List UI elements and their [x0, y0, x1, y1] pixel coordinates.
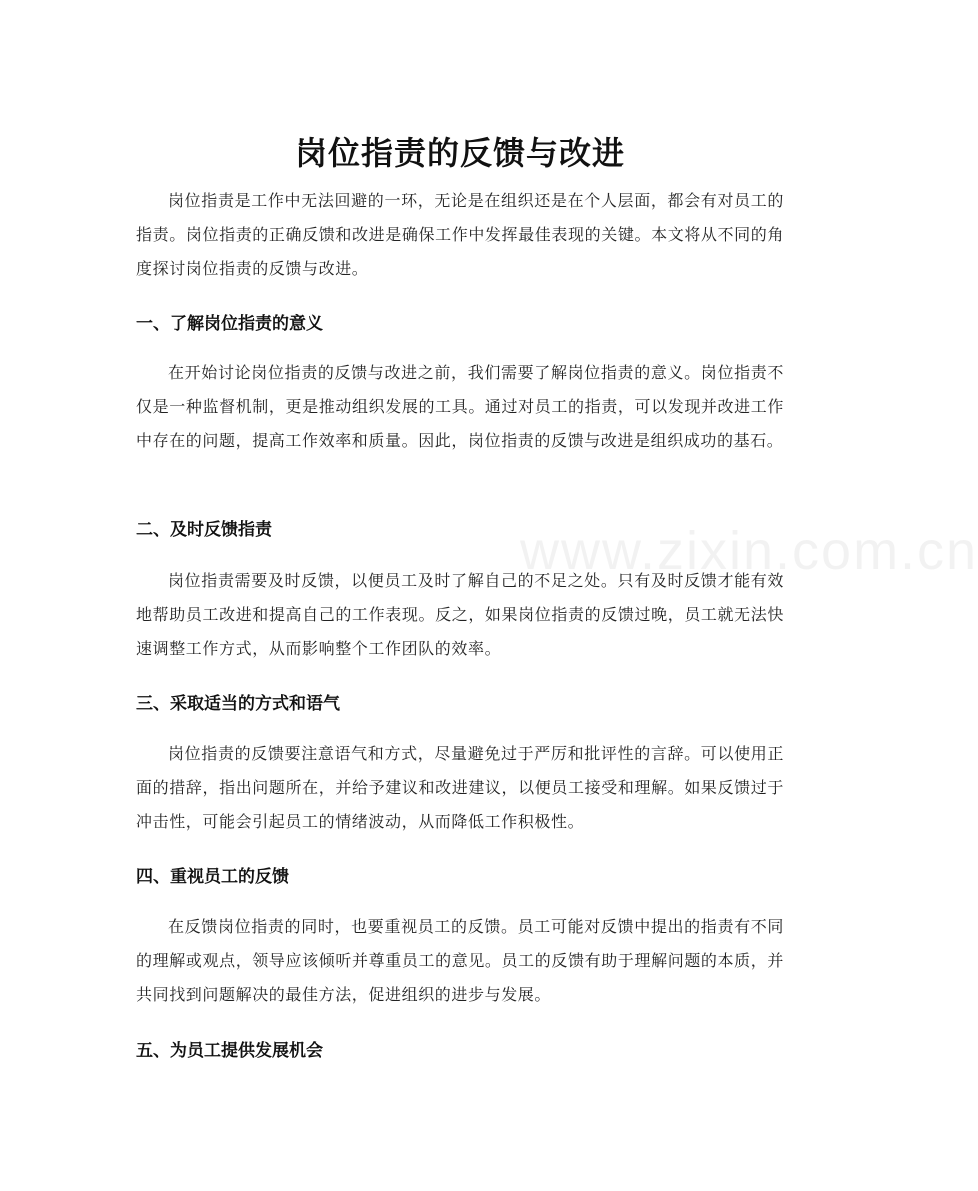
section-heading-4: 四、重视员工的反馈	[136, 867, 289, 887]
document-title: 岗位指责的反馈与改进	[294, 134, 625, 173]
section-heading-1: 一、了解岗位指责的意义	[136, 314, 323, 334]
intro-paragraph: 岗位指责是工作中无法回避的一环，无论是在组织还是在个人层面，都会有对员工的指责。岗位指责的正确反馈和改进是确保工作中发挥最佳表现的关键。本文将从不同的角度探讨岗位指责的反馈与改进。	[136, 191, 784, 278]
section-body-1: 在开始讨论岗位指责的反馈与改进之前，我们需要了解岗位指责的意义。岗位指责不仅是一种监督机制，更是推动组织发展的工具。通过对员工的指责，可以发现并改进工作中存在的问题，提高工作效率和质量。因此，岗位指责的反馈与改进是组织成功的基石。	[136, 363, 784, 450]
section-heading-5: 五、为员工提供发展机会	[136, 1041, 323, 1061]
section-heading-2: 二、及时反馈指责	[136, 520, 272, 540]
section-heading-3: 三、采取适当的方式和语气	[136, 694, 340, 714]
watermark: www.zixin.com.cn	[520, 521, 978, 581]
section-body-2: 岗位指责需要及时反馈，以便员工及时了解自己的不足之处。只有及时反馈才能有效地帮助员工改进和提高自己的工作表现。反之，如果岗位指责的反馈过晚，员工就无法快速调整工作方式，从而影响整个工作团队的效率。	[136, 571, 784, 658]
section-body-3: 岗位指责的反馈要注意语气和方式，尽量避免过于严厉和批评性的言辞。可以使用正面的措辞，指出问题所在，并给予建议和改进建议，以便员工接受和理解。如果反馈过于冲击性，可能会引起员工的情绪波动，从而降低工作积极性。	[136, 744, 784, 831]
section-body-4: 在反馈岗位指责的同时，也要重视员工的反馈。员工可能对反馈中提出的指责有不同的理解或观点，领导应该倾听并尊重员工的意见。员工的反馈有助于理解问题的本质，并共同找到问题解决的最佳方法，促进组织的进步与发展。	[136, 917, 784, 1004]
